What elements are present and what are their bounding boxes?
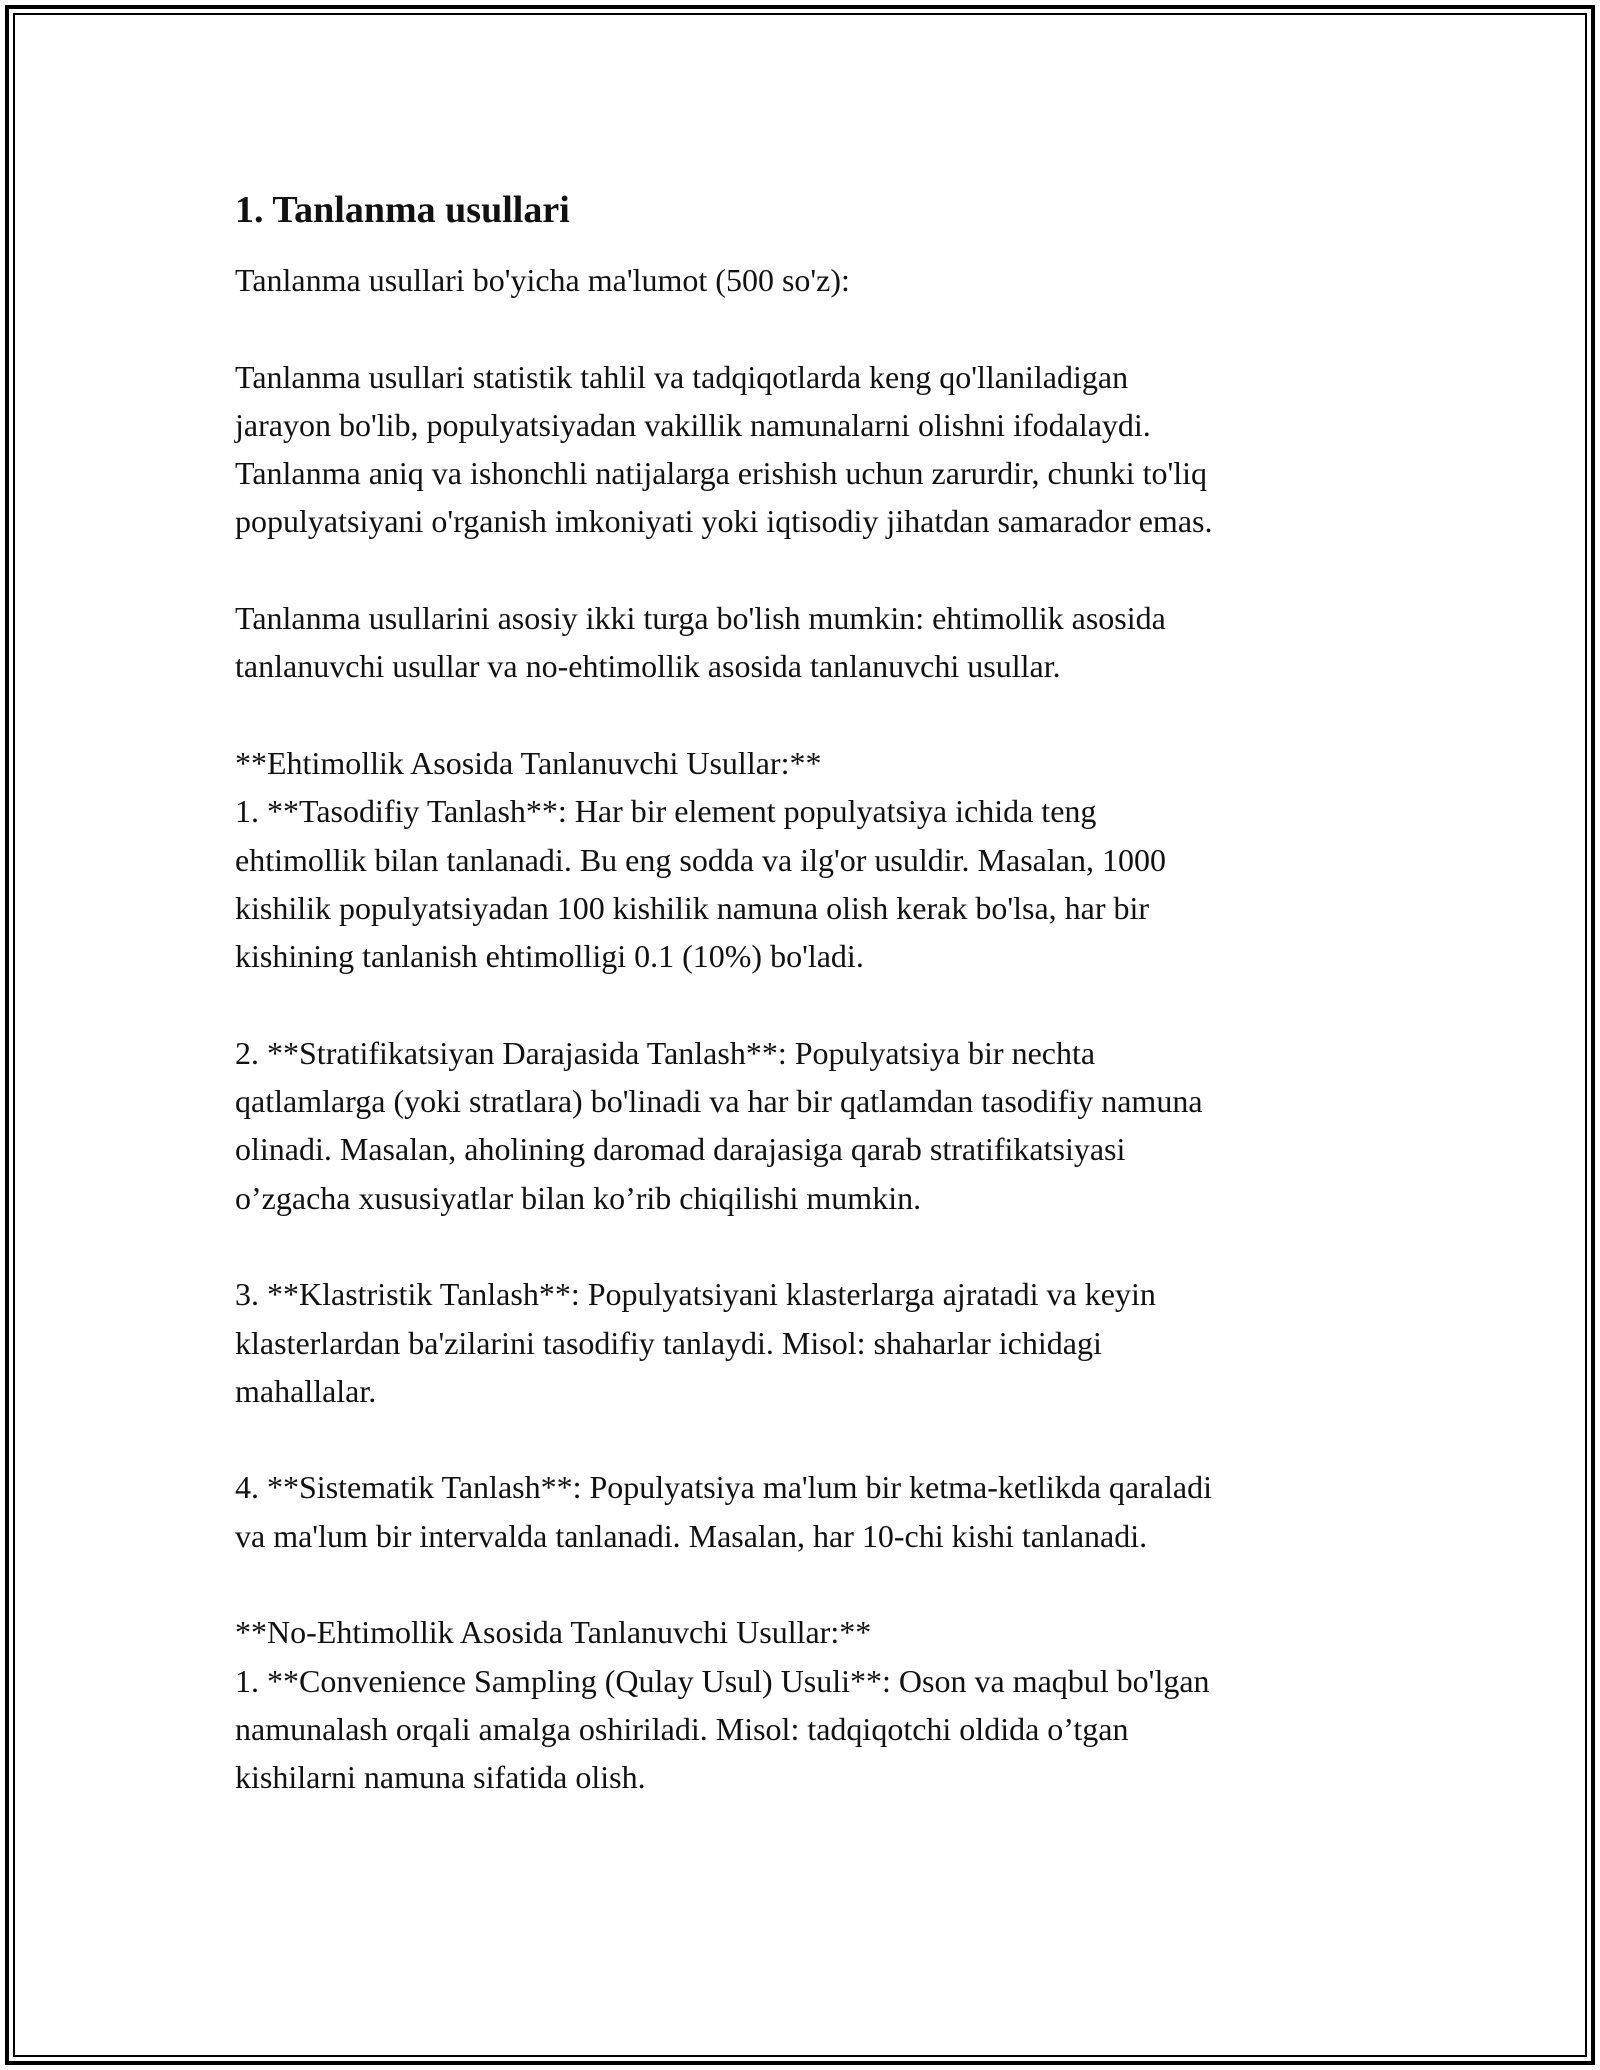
text-line: Tanlanma usullari bo'yicha ma'lumot (500 so'z): (235, 262, 850, 298)
document-text (235, 256, 1365, 1802)
text-line: o’zgacha xususiyatlar bilan ko’rib chiqilishi mumkin. (235, 1179, 922, 1216)
text-line: Tanlanma usullari statistik tahlil va tadqiqotlarda keng qo'llaniladigan (235, 358, 1129, 395)
text-line: 1. **Convenience Sampling (Qulay Usul) Usuli**: Oson va maqbul bo'lgan (235, 1662, 1210, 1699)
text-line: olinadi. Masalan, aholining daromad darajasiga qarab stratifikatsiyasi (235, 1131, 1126, 1168)
text-line: 1. **Tasodifiy Tanlash**: Har bir element populyatsiya ichida teng (235, 793, 1097, 830)
text-line: jarayon bo'lib, populyatsiyadan vakillik namunalarni olishni ifodalaydi. (235, 406, 1151, 443)
blank-line (235, 546, 1365, 594)
text-line: qatlamlarga (yoki stratlara) bo'linadi va har bir qatlamdan tasodifiy namuna (235, 1083, 1203, 1120)
text-line: populyatsiyani o'rganish imkoniyati yoki iqtisodiy jihatdan samarador emas. (235, 503, 1213, 540)
blank-line (235, 980, 1365, 1028)
text-line: **No-Ehtimollik Asosida Tanlanuvchi Usullar:** (235, 1614, 872, 1651)
blank-line (235, 1222, 1365, 1270)
text-line: klasterlardan ba'zilarini tasodifiy tanlaydi. Misol: shaharlar ichidagi (235, 1324, 1102, 1361)
text-line: 4. **Sistematik Tanlash**: Populyatsiya ma'lum bir ketma-ketlikda qaraladi (235, 1469, 1212, 1506)
text-line: 2. **Stratifikatsiyan Darajasida Tanlash**: Populyatsiya bir nechta (235, 1034, 1096, 1071)
text-line: Tanlanma aniq va ishonchli natijalarga erishish uchun zarurdir, chunki to'liq (235, 455, 1208, 492)
blank-line (235, 1560, 1365, 1608)
text-line: kishilarni namuna sifatida olish. (235, 1759, 646, 1796)
text-line: namunalash orqali amalga oshiriladi. Misol: tadqiqotchi oldida o’tgan (235, 1710, 1129, 1747)
text-line: Tanlanma usullarini asosiy ikki turga bo'lish mumkin: ehtimollik asosida (235, 600, 1166, 637)
text-line: ehtimollik bilan tanlanadi. Bu eng sodda va ilg'or usuldir. Masalan, 1000 (235, 841, 1166, 878)
text-line: mahallalar. (235, 1372, 377, 1409)
text-line: **Ehtimollik Asosida Tanlanuvchi Usullar:** (235, 744, 822, 781)
blank-line (235, 1415, 1365, 1463)
document-body (235, 186, 1365, 1802)
text-line: 3. **Klastristik Tanlash**: Populyatsiyani klasterlarga ajratadi va keyin (235, 1276, 1156, 1313)
text-line: kishilik populyatsiyadan 100 kishilik namuna olish kerak bo'lsa, har bir (235, 889, 1150, 926)
section-title: 1. Tanlanma usullari (235, 189, 570, 231)
text-line: va ma'lum bir intervalda tanlanadi. Masalan, har 10-chi kishi tanlanadi. (235, 1517, 1148, 1554)
text-line: kishining tanlanish ehtimolligi 0.1 (10%) bo'ladi. (235, 938, 864, 975)
blank-line (235, 691, 1365, 739)
text-line: tanlanuvchi usullar va no-ehtimollik asosida tanlanuvchi usullar. (235, 648, 1061, 685)
blank-line (235, 304, 1365, 352)
